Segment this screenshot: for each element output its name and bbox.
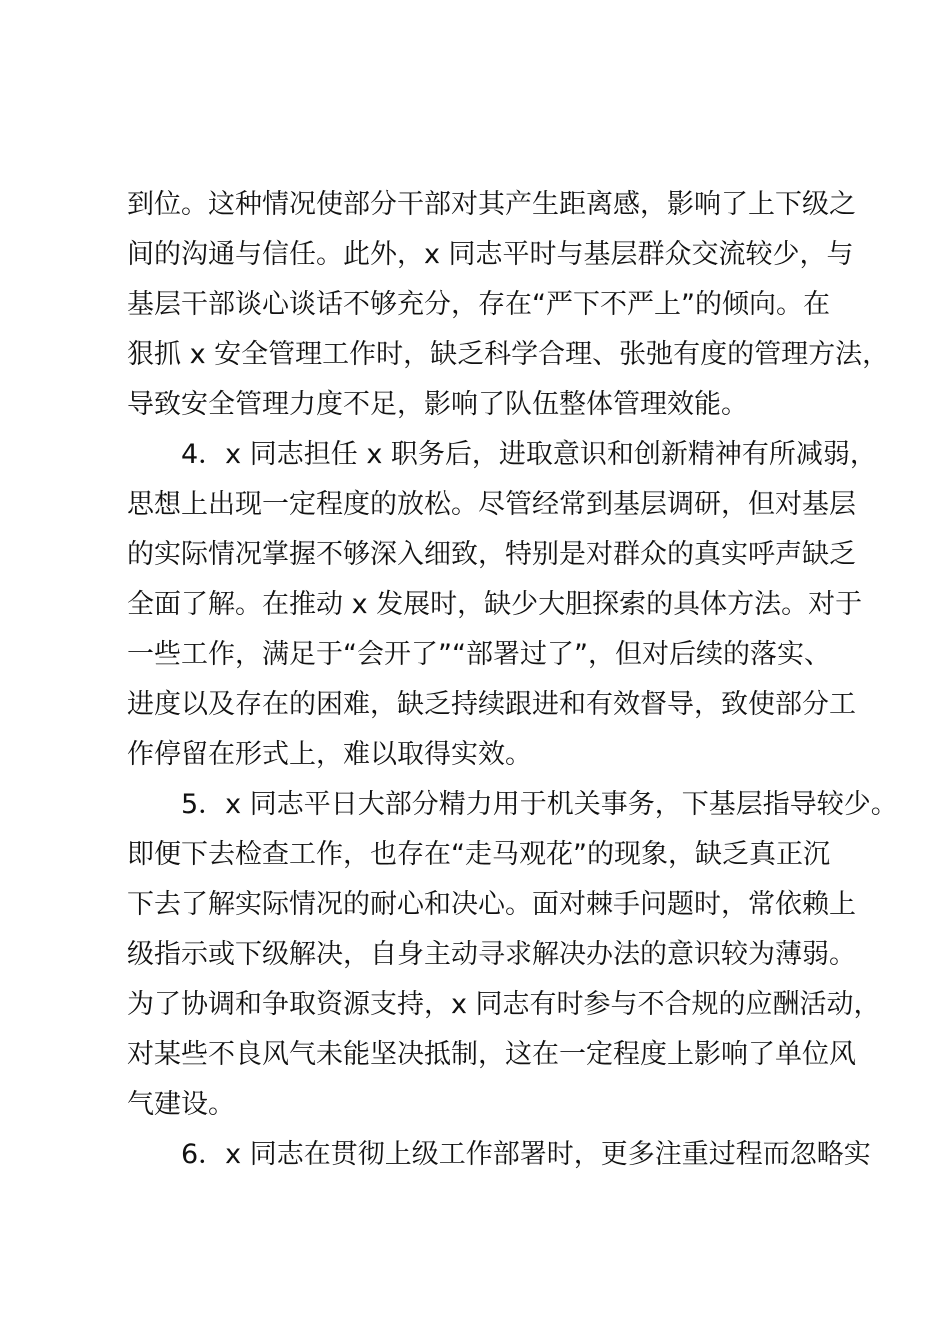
text-line: 级指示或下级解决，自身主动寻求解决办法的意识较为薄弱。: [127, 939, 856, 970]
text-line: 全面了解。在推动 x 发展时，缺少大胆探索的具体方法。对于: [127, 589, 863, 620]
text-line: 即便下去检查工作，也存在“走马观花”的现象，缺乏真正沉: [127, 839, 830, 870]
text-line: 间的沟通与信任。此外，x 同志平时与基层群众交流较少，与: [127, 239, 854, 270]
text-line: 对某些不良风气未能坚决抵制，这在一定程度上影响了单位风: [127, 1039, 856, 1070]
text-line: 气建设。: [127, 1089, 235, 1120]
text-line: 下去了解实际情况的耐心和决心。面对棘手问题时，常依赖上: [127, 889, 856, 920]
text-line: 作停留在形式上，难以取得实效。: [127, 739, 532, 770]
text-line: 到位。这种情况使部分干部对其产生距离感，影响了上下级之: [127, 189, 856, 220]
text-line: 基层干部谈心谈话不够充分，存在“严下不严上”的倾向。在: [127, 289, 830, 320]
paragraph-start-line: 5．x 同志平日大部分精力用于机关事务，下基层指导较少。: [181, 789, 898, 820]
text-line: 狠抓 x 安全管理工作时，缺乏科学合理、张弛有度的管理方法，: [127, 339, 890, 370]
text-line: 为了协调和争取资源支持，x 同志有时参与不合规的应酬活动，: [127, 989, 881, 1020]
paragraph-start-line: 6．x 同志在贯彻上级工作部署时，更多注重过程而忽略实: [181, 1139, 871, 1170]
text-line: 一些工作，满足于“会开了”“部署过了”，但对后续的落实、: [127, 639, 831, 670]
text-line: 的实际情况掌握不够深入细致，特别是对群众的真实呼声缺乏: [127, 539, 856, 570]
document-body: [127, 180, 898, 1180]
text-line: 进度以及存在的困难，缺乏持续跟进和有效督导，致使部分工: [127, 689, 856, 720]
text-line: 导致安全管理力度不足，影响了队伍整体管理效能。: [127, 389, 748, 420]
text-line: 思想上出现一定程度的放松。尽管经常到基层调研，但对基层: [127, 489, 856, 520]
paragraph-start-line: 4．x 同志担任 x 职务后，进取意识和创新精神有所减弱，: [181, 439, 877, 470]
